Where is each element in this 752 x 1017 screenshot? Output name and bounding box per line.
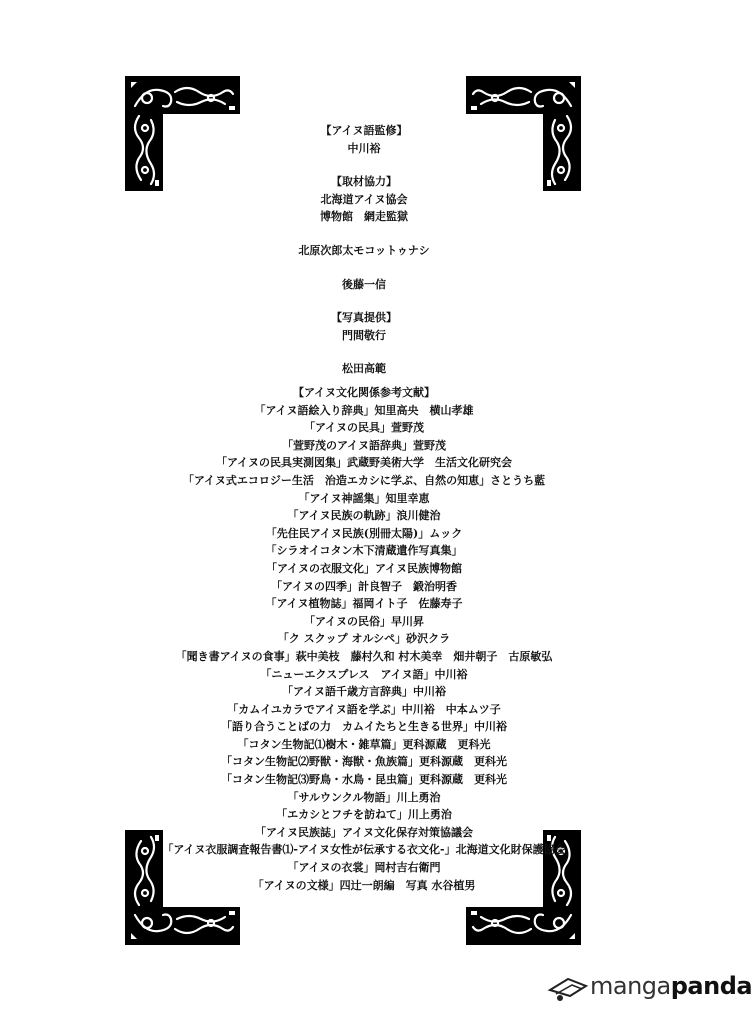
credit-block <box>0 276 728 294</box>
reference-item: 「コタン生物記⑴樹木・雑草篇」更科源蔵 更科光 <box>237 737 491 751</box>
credit-line: 【取材協力】 <box>331 175 397 189</box>
credits-section <box>0 122 728 394</box>
credit-block <box>0 360 728 378</box>
credit-line: 北原次郎太モコットゥナシ <box>298 243 430 257</box>
reference-item: 「アイヌの四季」計良智子 鍛治明香 <box>270 579 457 593</box>
reference-item: 「語り合うことばの力 カムイたちと生きる世界」中川裕 <box>221 720 507 734</box>
reference-item: 「先住民アイヌ民族(別冊太陽)」ムック <box>265 526 463 540</box>
reference-item: 「萱野茂のアイヌ語辞典」萱野茂 <box>281 438 446 452</box>
mangapanda-watermark <box>548 970 752 1006</box>
references-list <box>0 402 728 895</box>
reference-item: 「アイヌの民具」萱野茂 <box>303 421 424 435</box>
credit-line: 北海道アイヌ協会 <box>320 192 408 206</box>
reference-item: 「アイヌ語絵入り辞典」知里高央 横山孝雄 <box>254 403 474 417</box>
reference-item: 「アイヌの文様」四辻一朗編 写真 水谷植男 <box>252 878 476 892</box>
credit-line: 門間敬行 <box>342 328 386 342</box>
reference-item: 「アイヌ民族誌」アイヌ文化保存対策協議会 <box>254 825 474 839</box>
reference-item: 「カムイユカラでアイヌ語を学ぶ」中川裕 中本ムツ子 <box>227 702 501 716</box>
reference-item: 「アイヌの民俗」早川昇 <box>303 614 424 628</box>
reference-item: 「アイヌの民具実測図集」武蔵野美術大学 生活文化研究会 <box>215 456 512 470</box>
reference-item: 「コタン生物記⑶野鳥・水鳥・昆虫篇」更科源蔵 更科光 <box>221 773 507 787</box>
watermark-text-bold: panda <box>670 972 752 1000</box>
reference-item: 「聞き書アイヌの食事」萩中美枝 藤村久和 村木美幸 畑井朝子 古原敏弘 <box>175 649 553 663</box>
credit-line: 【写真提供】 <box>331 311 397 325</box>
credit-block <box>0 242 728 260</box>
credit-block <box>0 173 728 226</box>
reference-item: 「アイヌの衣裳」岡村吉右衛門 <box>287 861 441 875</box>
references-heading: 【アイヌ文化関係参考文献】 <box>292 386 435 399</box>
credit-line: 中川裕 <box>347 141 381 155</box>
references-section <box>0 384 728 894</box>
reference-item: 「ニューエクスプレス アイヌ語」中川裕 <box>260 667 468 681</box>
reference-item: 「サルウンクル物語」川上勇治 <box>287 790 441 804</box>
watermark-text-light: manga <box>590 972 671 1000</box>
panda-logo-icon <box>548 976 588 1002</box>
credit-block <box>0 122 728 157</box>
reference-item: 「アイヌ神謡集」知里幸恵 <box>298 491 430 505</box>
reference-item: 「ク スクップ オルシペ」砂沢クラ <box>277 632 451 646</box>
credit-line: 松田高範 <box>342 362 386 376</box>
credit-line: 博物館 網走監獄 <box>320 210 408 224</box>
reference-item: 「アイヌの衣服文化」アイヌ民族博物館 <box>265 561 463 575</box>
credit-line: 【アイヌ語監修】 <box>320 124 408 137</box>
credit-block <box>0 309 728 344</box>
reference-item: 「アイヌ植物誌」福岡イト子 佐藤寿子 <box>265 597 463 611</box>
reference-item: 「アイヌ語千歳方言辞典」中川裕 <box>281 685 446 699</box>
reference-item: 「エカシとフチを訪ねて」川上勇治 <box>276 808 452 822</box>
reference-item: 「アイヌ式エコロジー生活 治造エカシに学ぶ、自然の知恵」さとうち藍 <box>182 473 546 487</box>
credit-line: 後藤一信 <box>342 277 386 291</box>
reference-item: 「コタン生物記⑵野獣・海獣・魚族篇」更科源蔵 更科光 <box>221 755 507 769</box>
reference-item: 「シラオイコタン木下清蔵遺作写真集」 <box>265 544 463 558</box>
reference-item: 「アイヌ衣服調査報告書⑴-アイヌ女性が伝承する衣文化-」北海道文化財保護協会 <box>162 843 566 857</box>
reference-item: 「アイヌ民族の軌跡」浪川健治 <box>287 509 441 523</box>
